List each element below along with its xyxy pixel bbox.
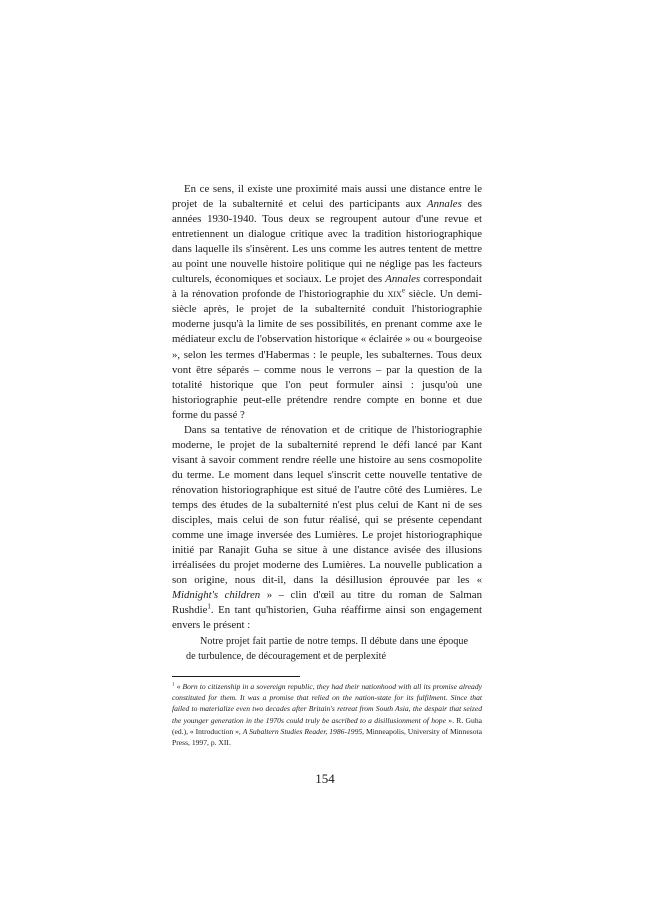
paragraph-2: Dans sa tentative de rénovation et de critique de l'historiographie moderne, le projet de la subalternité reprend le défi lancé par Kant visant à savoir comment rendre réelle une histoire au sens cosmopolite du terme. Le moment dans lequel s'inscrit cette nouvelle tentative de rénovation historiographique est situé de l'autre côté des Lumières. Le temps des études de la subalternité n'est plus celui de Kant ni de ses disciples, mais celui de son futur réalisé, qui se présente cependant comme une image inversée des Lumières. Le projet historiographique initié par Ranajit Guha se situe à une distance avisée des illusions irréalisées du projet moderne des Lumières. La nouvelle publication a son origine, nous dit-il, dans la désillusion éprouvée par les « Midnight's children » – clin d'œil au titre du roman de Salman Rushdie$^1$. En tant qu'historien, Guha réaffirme ainsi son engagement envers le présent :: [172, 423, 482, 632]
paragraph-1: En ce sens, il existe une proximité mais aussi une distance entre le projet de la subalternité et celui des participants aux Annales des années 1930-1940. Tous deux se regroupent autour d'une revue et entretiennent un dialogue critique avec la tradition historiographique dans laquelle ils s'insèrent. Les uns comme les autres tentent de mettre au point une nouvelle histoire politique qui ne néglige pas les facteurs culturels, économiques et sociaux. Le projet des Annales correspondait à la rénovation profonde de l'historiographie du xix$^e$ siècle. Un demi-siècle après, le projet de la subalternité conduit l'historiographie moderne jusqu'à la limite de ses possibilités, en prenant comme axe le médiateur exclu de l'observation historique « éclairée » ou « bourgeoise », selon les termes d'Habermas : le peuple, les subalternes. Tous deux vont être séparés – comme nous le verrons – par la question de la totalité historique que l'on peut formuler ainsi : jusqu'où une historiographie peut-elle prétendre rendre compte en bonne et due forme du passé ?: [172, 183, 483, 421]
page-body: [172, 182, 482, 749]
footnote-reference[interactable]: 1: [207, 602, 211, 611]
footnote-separator: [172, 676, 300, 677]
page-number: 154: [315, 771, 335, 786]
footnote: $^1$ « Born to citizenship in a sovereign republic, they had their nationhood with all its promise already constituted for them. It was a promise that relied on the nation-state for its fulfilment. Since that failed to materialize even two decades after Britain's retreat from South Asia, the despair that seized the younger generation in the 1970s could truly be ascribed to a disillusionment of hope ». R. Guha (ed.), « Introduction », A Subaltern Studies Reader, 1986-1995, Minneapolis, University of Minnesota Press, 1997, p. XII.: [172, 681, 482, 748]
block-quote: Notre projet fait partie de notre temps. Il débute dans une époque de turbulence, de découragement et de perplexité: [186, 636, 468, 662]
